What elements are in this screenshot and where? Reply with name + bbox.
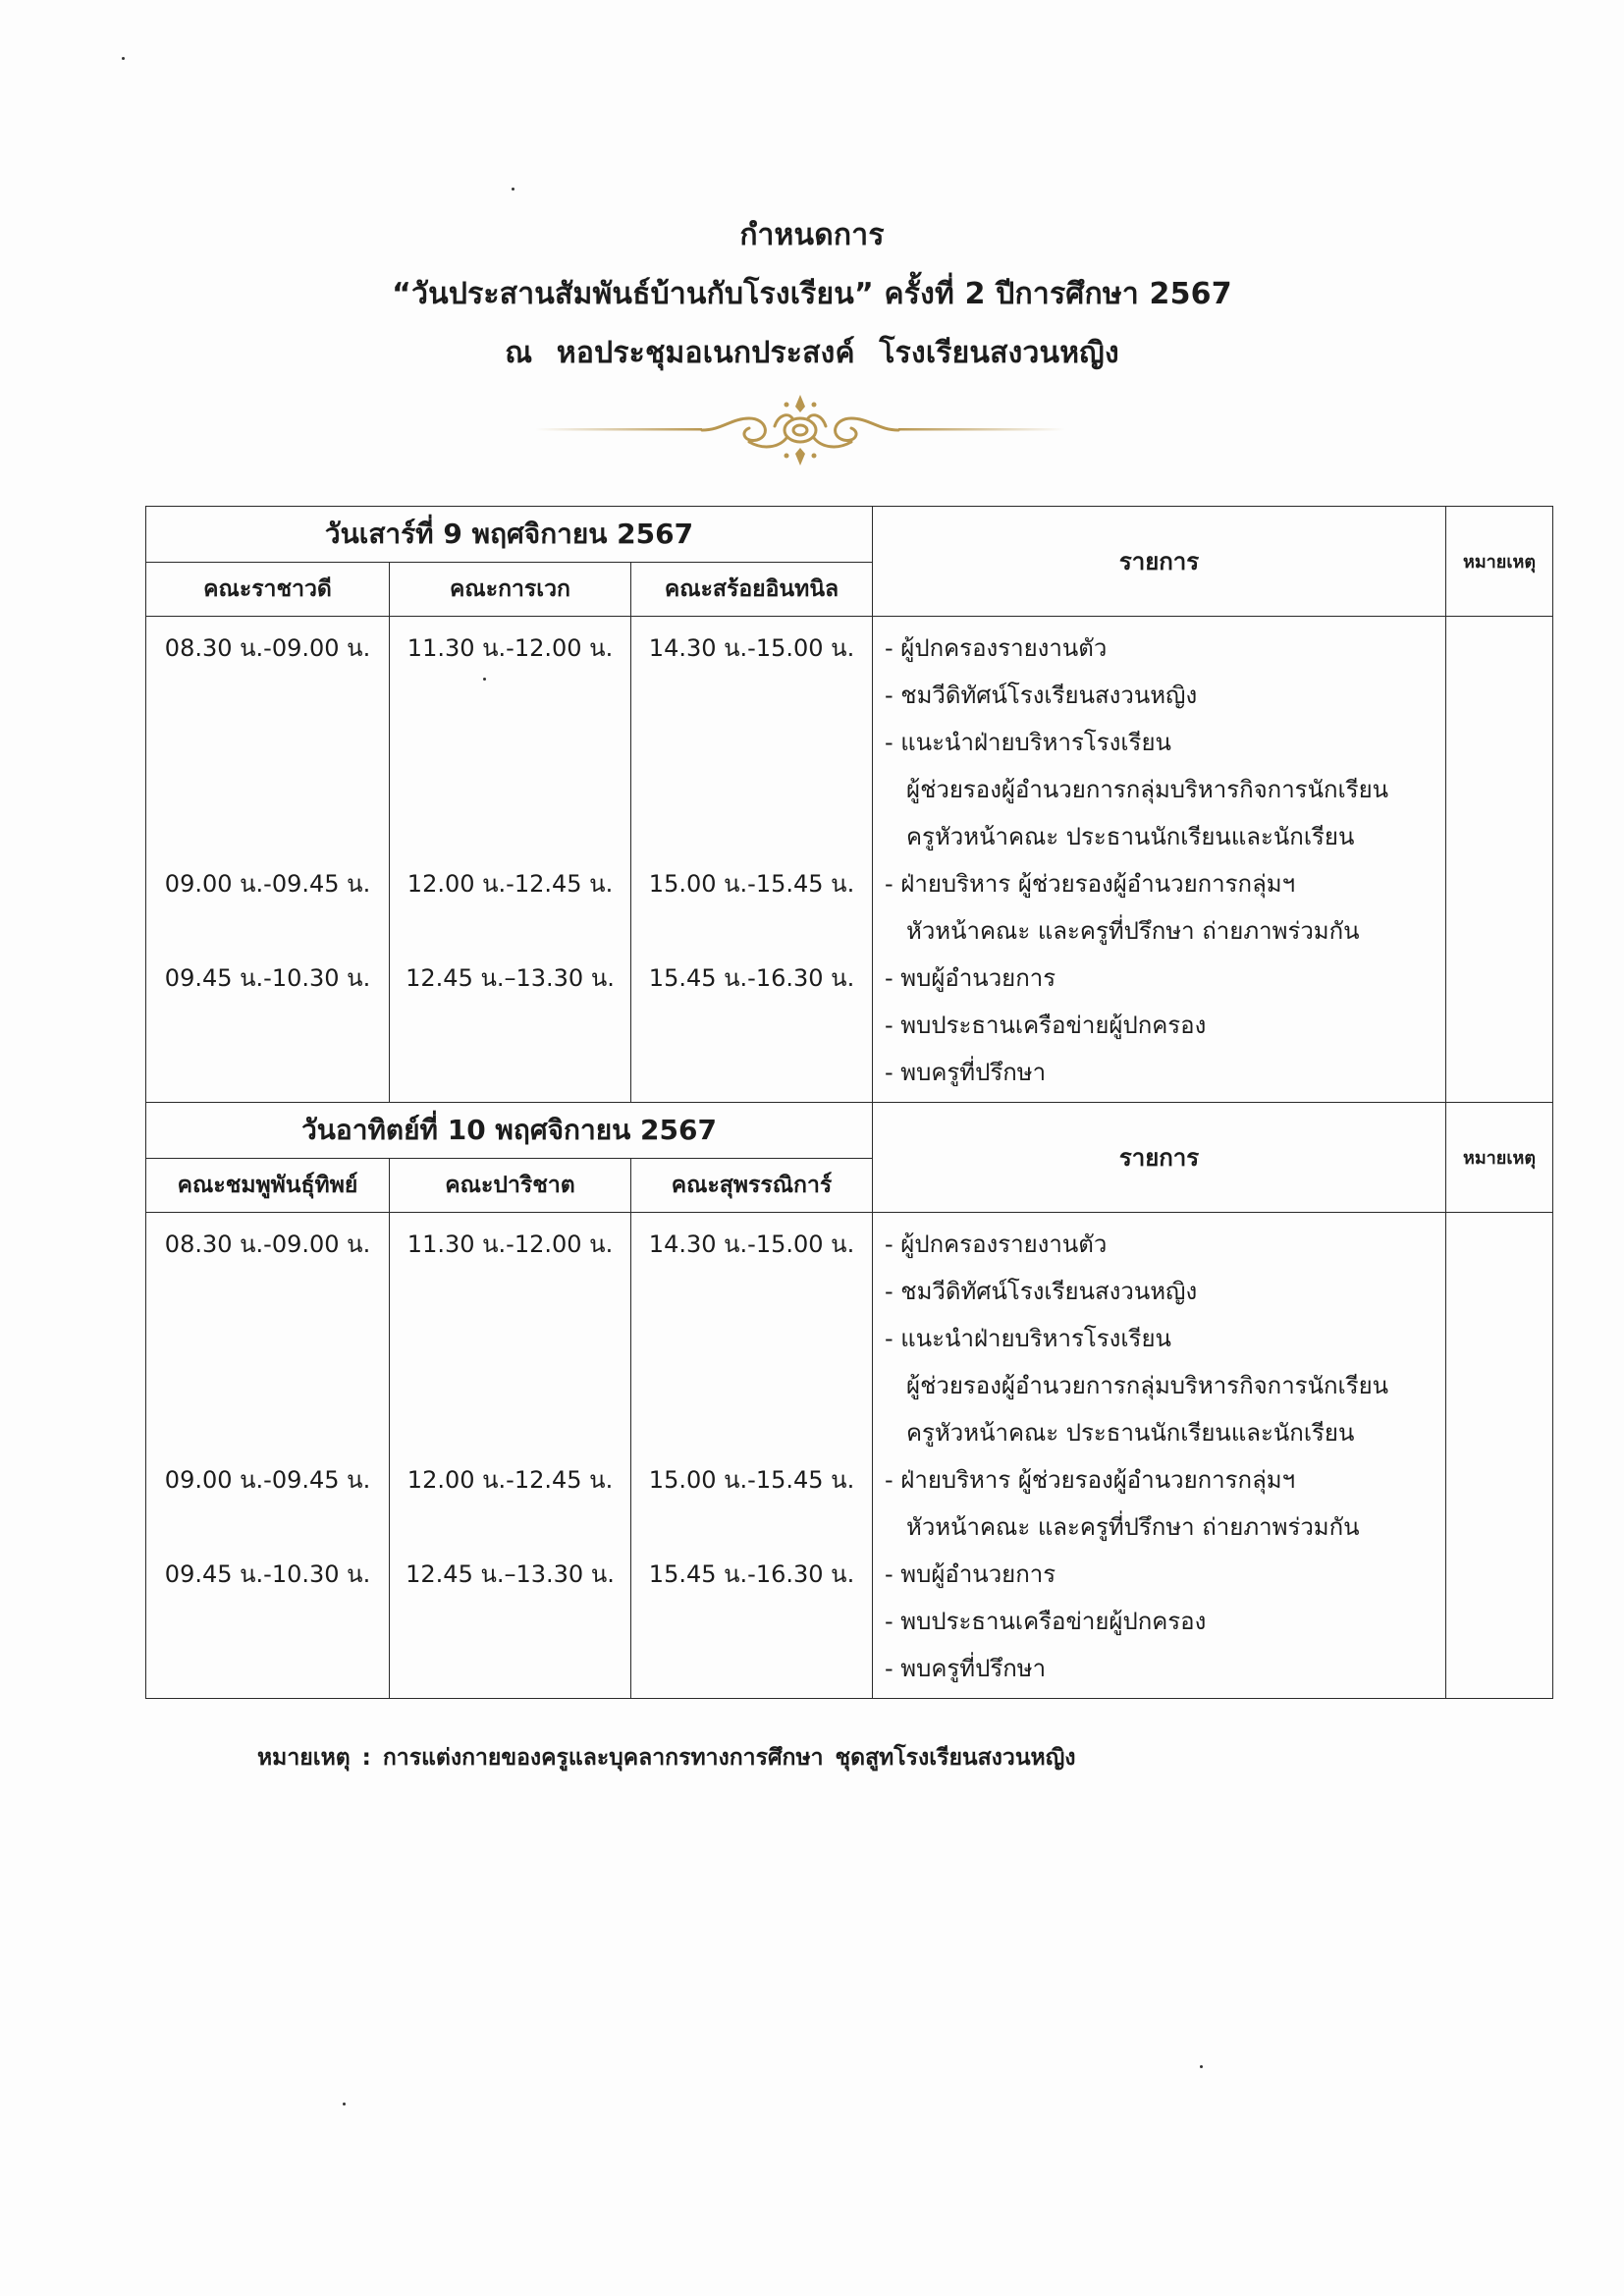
day-2-remarks [1446, 1213, 1553, 1699]
agenda-item: - พบครูที่ปรึกษา [885, 1655, 1047, 1682]
time-slot: 12.00 น.-12.45 น. [406, 870, 614, 898]
agenda-item-continued: ครูหัวหน้าคณะ ประธานนักเรียนและนักเรียน [906, 1419, 1355, 1447]
scan-speck [1200, 2065, 1203, 2068]
agenda-item: - ชมวีดิทัศน์โรงเรียนสงวนหญิง [885, 1278, 1198, 1305]
day-1-group-1-name: คณะราชาวดี [146, 563, 390, 617]
agenda-item: - ฝ่ายบริหาร ผู้ช่วยรองผู้อำนวยการกลุ่มฯ [885, 1466, 1296, 1494]
agenda-item-continued: หัวหน้าคณะ และครูที่ปรึกษา ถ่ายภาพร่วมกัน [906, 1513, 1360, 1541]
day-2-group-3-times [631, 1213, 873, 1699]
agenda-item: - พบครูที่ปรึกษา [885, 1059, 1047, 1086]
day-1-group-1-times [146, 617, 390, 1103]
agenda-item: - พบประธานเครือข่ายผู้ปกครอง [885, 1608, 1207, 1635]
day-1-group-3-name: คณะสร้อยอินทนิล [631, 563, 873, 617]
schedule-table [145, 506, 1552, 1699]
day-1-date: วันเสาร์ที่ 9 พฤศจิกายน 2567 [146, 507, 873, 563]
day-1-items-header: รายการ [873, 507, 1446, 617]
agenda-item-continued: ผู้ช่วยรองผู้อำนวยการกลุ่มบริหารกิจการนักเรียน [906, 776, 1389, 803]
day-1-remark-header: หมายเหตุ [1446, 507, 1553, 617]
time-slot: 15.45 น.-16.30 น. [648, 1560, 855, 1588]
day-2-group-2-times [390, 1213, 631, 1699]
agenda-item: - แนะนำฝ่ายบริหารโรงเรียน [885, 729, 1171, 756]
day-1-group-2-name: คณะการเวก [390, 563, 631, 617]
day-1-items [873, 617, 1446, 1103]
agenda-item: - พบผู้อำนวยการ [885, 1560, 1056, 1588]
time-slot: 15.45 น.-16.30 น. [648, 964, 855, 992]
agenda-item: - พบประธานเครือข่ายผู้ปกครอง [885, 1011, 1207, 1039]
scan-speck [483, 678, 486, 681]
event-name: “วันประสานสัมพันธ์บ้านกับโรงเรียน” ครั้งที่ 2 ปีการศึกษา 2567 [392, 277, 1232, 311]
day-2-remark-header: หมายเหตุ [1446, 1103, 1553, 1213]
agenda-item-continued: ผู้ช่วยรองผู้อำนวยการกลุ่มบริหารกิจการนักเรียน [906, 1372, 1389, 1399]
agenda-item-continued: ครูหัวหน้าคณะ ประธานนักเรียนและนักเรียน [906, 823, 1355, 850]
event-venue: ณ หอประชุมอเนกประสงค์ โรงเรียนสงวนหญิง [505, 336, 1119, 370]
scan-speck [343, 2103, 346, 2105]
time-slot: 12.45 น.–13.30 น. [406, 964, 615, 992]
ornament-flourish [785, 395, 817, 465]
day-2-group-3-name: คณะสุพรรณิการ์ [631, 1159, 873, 1213]
document-title: กำหนดการ [739, 218, 885, 252]
time-slot: 15.00 น.-15.45 น. [648, 1466, 855, 1494]
time-slot: 09.45 น.-10.30 น. [164, 964, 371, 992]
day-2-group-1-times [146, 1213, 390, 1699]
agenda-item: - ผู้ปกครองรายงานตัว [885, 634, 1108, 662]
ornament-right-rule [898, 428, 1065, 431]
document-header [0, 206, 1624, 383]
time-slot: 09.45 น.-10.30 น. [164, 1560, 371, 1588]
time-slot: 08.30 น.-09.00 น. [164, 1230, 371, 1258]
scan-speck [122, 57, 125, 60]
time-slot: 08.30 น.-09.00 น. [164, 634, 371, 662]
time-slot: 11.30 น.-12.00 น. [406, 634, 614, 662]
time-slot: 14.30 น.-15.00 น. [648, 634, 855, 662]
day-2-items-header: รายการ [873, 1103, 1446, 1213]
agenda-item: - พบผู้อำนวยการ [885, 964, 1056, 992]
ornament-left-rule [535, 428, 702, 431]
dress-code-note: หมายเหตุ : การแต่งกายของครูและบุคลากรทางการศึกษา ชุดสูทโรงเรียนสงวนหญิง [257, 1745, 1076, 1771]
agenda-item: - ชมวีดิทัศน์โรงเรียนสงวนหญิง [885, 682, 1198, 709]
agenda-item: - ผู้ปกครองรายงานตัว [885, 1230, 1108, 1258]
day-1-remarks [1446, 617, 1553, 1103]
scan-speck [512, 188, 514, 191]
day-2-date: วันอาทิตย์ที่ 10 พฤศจิกายน 2567 [146, 1103, 873, 1159]
ornament-divider [535, 391, 1065, 469]
agenda-item-continued: หัวหน้าคณะ และครูที่ปรึกษา ถ่ายภาพร่วมกัน [906, 917, 1360, 945]
time-slot: 15.00 น.-15.45 น. [648, 870, 855, 898]
ornament-scrollwork [702, 415, 898, 447]
day-2-items [873, 1213, 1446, 1699]
time-slot: 12.00 น.-12.45 น. [406, 1466, 614, 1494]
day-2-group-2-name: คณะปาริชาต [390, 1159, 631, 1213]
day-2-group-1-name: คณะชมพูพันธุ์ทิพย์ [146, 1159, 390, 1213]
agenda-item: - แนะนำฝ่ายบริหารโรงเรียน [885, 1325, 1171, 1352]
time-slot: 14.30 น.-15.00 น. [648, 1230, 855, 1258]
time-slot: 11.30 น.-12.00 น. [406, 1230, 614, 1258]
time-slot: 12.45 น.–13.30 น. [406, 1560, 615, 1588]
day-1-group-3-times [631, 617, 873, 1103]
agenda-item: - ฝ่ายบริหาร ผู้ช่วยรองผู้อำนวยการกลุ่มฯ [885, 870, 1296, 898]
time-slot: 09.00 น.-09.45 น. [164, 1466, 371, 1494]
day-1-group-2-times [390, 617, 631, 1103]
time-slot: 09.00 น.-09.45 น. [164, 870, 371, 898]
